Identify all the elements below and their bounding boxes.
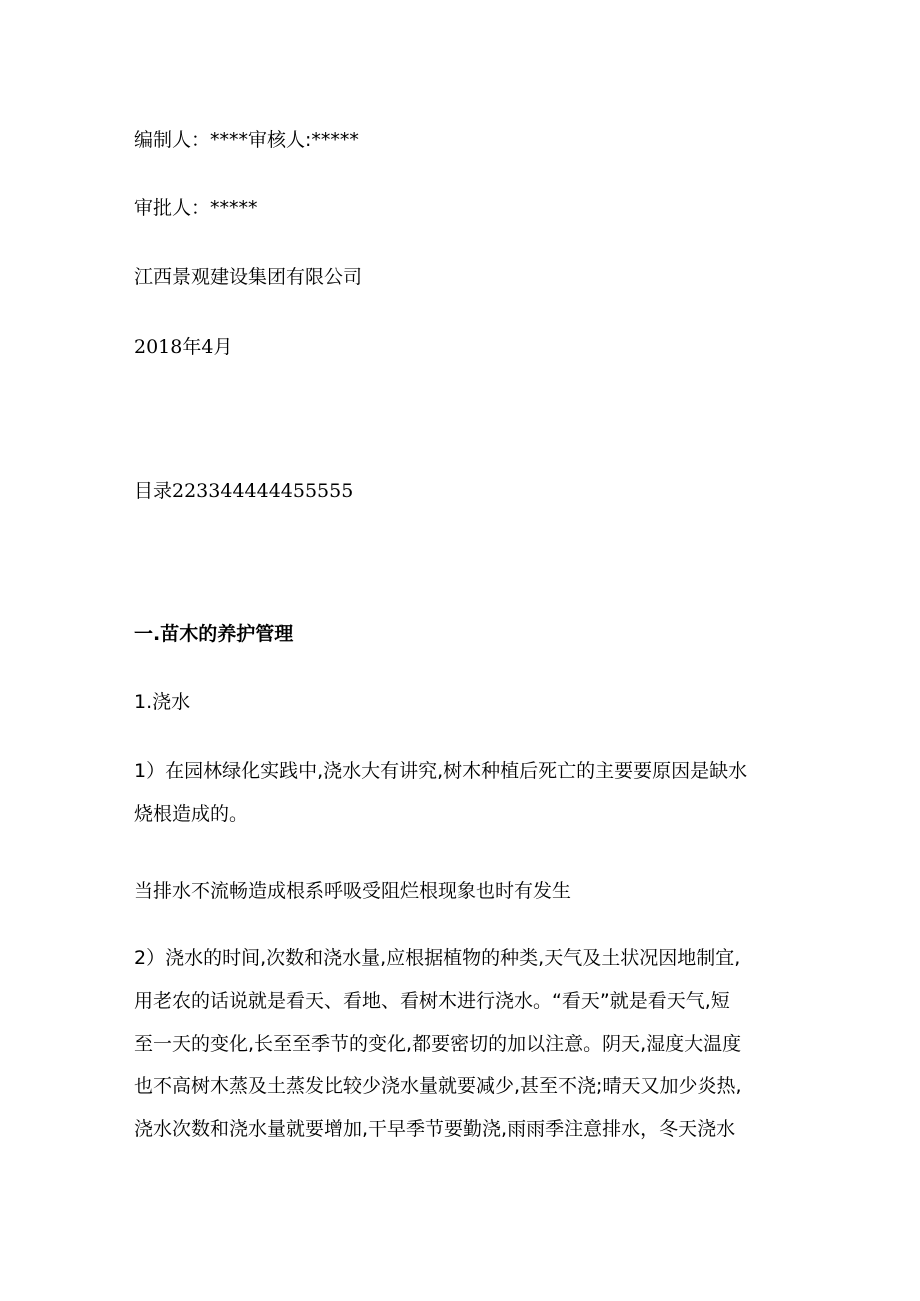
compiler-reviewer-line: 编制人：****审核人:***** [134,129,359,151]
section-heading: 一.苗木的养护管理 [134,623,294,645]
paragraph-line: 也不高树木蒸及土蒸发比较少浇水量就要减少,甚至不浇;晴天又加少炎热, [134,1075,742,1098]
paragraph-line: 浇水次数和浇水量就要增加,干早季节要勤浇,雨雨季注意排水，冬天浇水 [134,1118,736,1141]
paragraph-1 [134,750,794,836]
subsection-heading: 1.浇水 [134,691,191,713]
paragraph-3 [134,937,794,1151]
document-date: 2018年4月 [134,336,233,358]
paragraph-2: 当排水不流畅造成根系呼吸受阻烂根现象也时有发生 [134,880,572,902]
paragraph-line: 烧根造成的。 [134,802,249,825]
paragraph-line: 2）浇水的时间,次数和浇水量,应根据植物的种类,天气及土状况因地制宜, [134,947,741,969]
paragraph-line: 1）在园林绿化实践中,浇水大有讲究,树木种植后死亡的主要要原因是缺水 [134,760,748,782]
company-name: 江西景观建设集团有限公司 [134,266,363,288]
paragraph-line: 用老农的话说就是看天、看地、看树木进行浇水。“看天”就是看天气,短 [134,989,730,1012]
paragraph-line: 至一天的变化,长至至季节的变化,都要密切的加以注意。阴天,湿度大温度 [134,1032,742,1055]
approver-line: 审批人：***** [134,197,258,219]
table-of-contents: 目录223344444455555 [134,480,354,502]
